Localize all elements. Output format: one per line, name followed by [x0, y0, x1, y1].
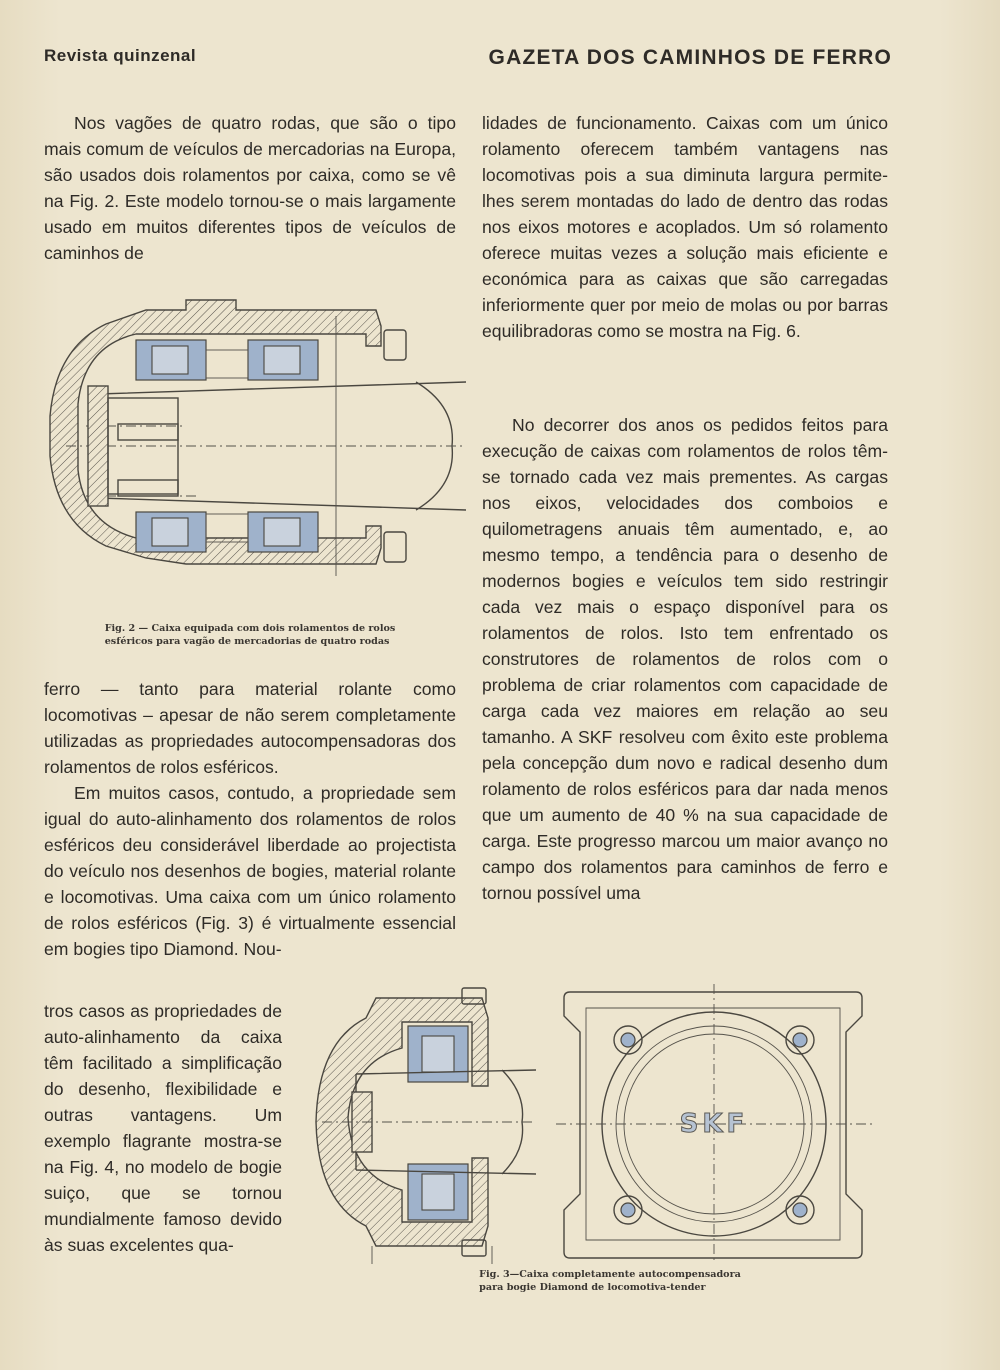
- paragraph: lidades de funcionamento. Caixas com um único rolamento oferecem também vantagens nas locomotivas pois a sua diminuta largura permite-lhes serem montadas do lado de dentro das rodas nos eixos motores e acoplados. Um só rolamento oferece muitas vezes a solução mais eficiente e económica para as caixas que são carregadas inferiormente quer por meio de molas ou por barras equilibradoras como se mostra na Fig. 6.: [482, 113, 888, 341]
- running-header-right: GAZETA DOS CAMINHOS DE FERRO: [488, 46, 892, 69]
- paragraph: Nos vagões de quatro rodas, que são o tipo mais comum de veículos de mercadorias na Europa, são usados dois rolamentos por caixa, como se vê na Fig. 2. Este modelo tornou-se o mais largamente usado em muitos diferentes tipos de veículos de caminhos de: [44, 113, 456, 263]
- text-column-left-top: [44, 110, 456, 266]
- text-column-right-top: [482, 110, 888, 344]
- running-header-left: Revista quinzenal: [44, 46, 197, 65]
- fig2-caption: [80, 622, 420, 648]
- fig2-axlebox-drawing: [36, 286, 466, 604]
- paragraph: ferro — tanto para material rolante como locomotivas – apesar de não serem completamente utilizadas as propriedades autocompensadoras dos rolamentos de rolos esféricos.: [44, 679, 456, 777]
- text-column-left-bottom: [44, 998, 282, 1258]
- caption-line: para bogie Diamond de locomotiva-tender: [479, 1282, 706, 1293]
- paragraph: tros casos as propriedades de auto-alinhamento da caixa têm facilitado a simplificação do desenho, flexibilidade e outras vantagens. Um exemplo flagrante mostra-se na Fig. 4, no modelo de bogie suiço, que se tornou mundialmente famoso devido às suas excelentes qua-: [44, 1001, 282, 1255]
- text-column-left-middle: [44, 676, 456, 962]
- caption-line: esféricos para vagão de mercadorias de quatro rodas: [104, 636, 390, 647]
- paragraph: Em muitos casos, contudo, a propriedade sem igual do auto-alinhamento dos rolamentos de rolos esféricos deu considerável liberdade ao projectista do veículo nos desenhos de bogies, material rolante e locomotivas. Uma caixa com um único rolamento de rolos esféricos (Fig. 3) é virtualmente essencial em bogies tipo Diamond. Nou-: [44, 783, 456, 959]
- fig3-section-drawing: [312, 982, 536, 1264]
- fig3-caption: [460, 1268, 760, 1294]
- skf-logo: SKF: [679, 1109, 749, 1139]
- text-column-right-middle: [482, 412, 888, 906]
- fig3-end-view-drawing: [556, 984, 874, 1264]
- paragraph: No decorrer dos anos os pedidos feitos para execução de caixas com rolamentos de rolos têm-se tornado cada vez mais prementes. As cargas nos eixos, velocidades dos comboios e quilometragens anuais têm aumentado, e, ao mesmo tempo, a tendência para o desenho de modernos bogies e veículos tem sido restringir cada vez mais o espaço disponível para os rolamentos de rolos. Isto tem enfrentado os construtores de rolamentos de rolos com o problema de criar rolamentos com capacidade de carga cada vez maiores em relação ao seu tamanho. A SKF resolveu com êxito este problema pela concepção dum novo e radical desenho dum rolamento de rolos esféricos para dar nada menos que um aumento de 40 % na sua capacidade de carga. Este progresso marcou um maior avanço no campo dos rolamentos para caminhos de ferro e tornou possível uma: [482, 415, 888, 903]
- caption-line: Fig. 3—Caixa completamente autocompensadora: [479, 1269, 741, 1280]
- caption-line: Fig. 2 — Caixa equipada com dois rolamentos de rolos: [104, 623, 396, 634]
